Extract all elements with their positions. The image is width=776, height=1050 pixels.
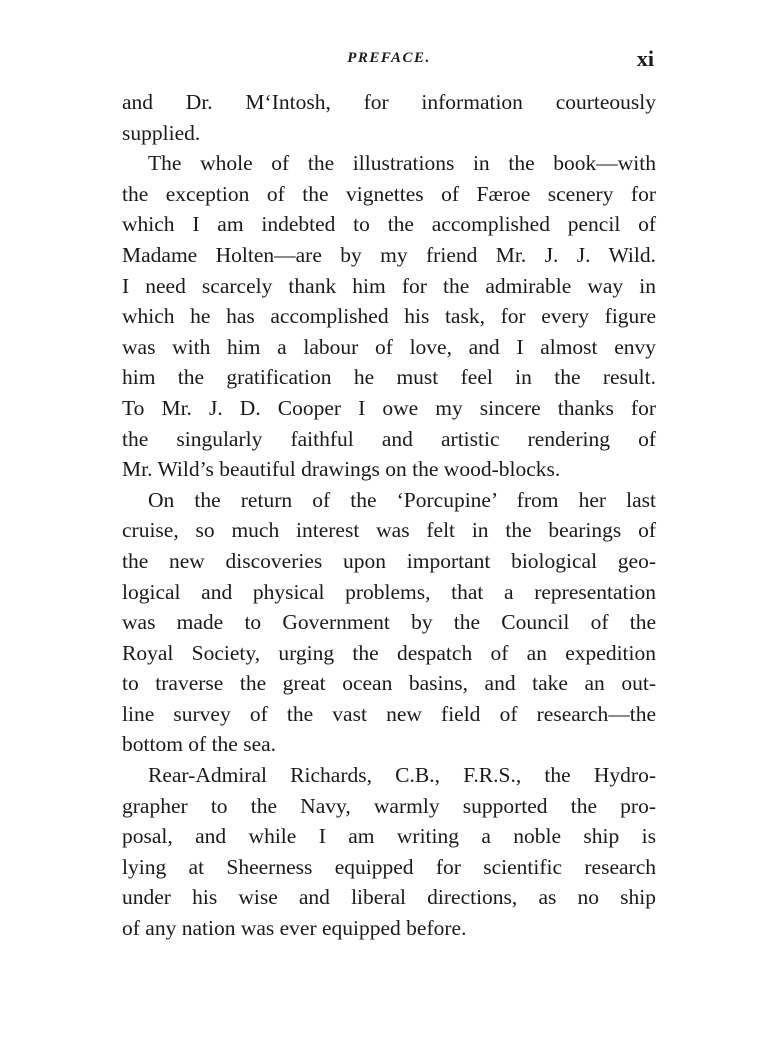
text-line: line survey of the vast new field of research—the	[122, 701, 656, 726]
text-line: logical and physical problems, that a representation	[122, 579, 656, 604]
running-head	[122, 48, 656, 74]
text-line: which he has accomplished his task, for every figure	[122, 304, 656, 329]
text-line: cruise, so much interest was felt in the bearings of	[122, 518, 656, 543]
running-title: PREFACE.	[347, 50, 431, 66]
text-line: the singularly faithful and artistic rendering of	[122, 426, 656, 451]
text-line: grapher to the Navy, warmly supported the pro-	[122, 793, 656, 818]
body-text	[122, 87, 656, 944]
text-line: Mr. Wild’s beautiful drawings on the wood-blocks.	[122, 457, 561, 482]
text-line: to traverse the great ocean basins, and take an out-	[122, 671, 656, 696]
text-line: him the gratification he must feel in the result.	[122, 365, 656, 390]
text-line: posal, and while I am writing a noble ship is	[122, 824, 656, 849]
text-line: The whole of the illustrations in the book—with	[148, 151, 656, 176]
text-line: I need scarcely thank him for the admirable way in	[122, 273, 656, 298]
text-line: was made to Government by the Council of the	[122, 610, 656, 635]
text-line: Madame Holten—are by my friend Mr. J. J. Wild.	[122, 242, 656, 267]
page-number: xi	[636, 46, 654, 71]
text-line: the exception of the vignettes of Færoe scenery for	[122, 181, 656, 206]
text-line: On the return of the ‘Porcupine’ from her last	[148, 487, 656, 512]
text-line: To Mr. J. D. Cooper I owe my sincere thanks for	[122, 395, 656, 420]
text-line: bottom of the sea.	[122, 732, 277, 757]
text-line: of any nation was ever equipped before.	[122, 916, 467, 941]
text-line: Royal Society, urging the despatch of an expedition	[122, 640, 656, 665]
text-line: Rear-Admiral Richards, C.B., F.R.S., the Hydro-	[148, 763, 656, 788]
text-line: was with him a labour of love, and I almost envy	[122, 334, 656, 359]
text-line: lying at Sheerness equipped for scientific research	[122, 854, 656, 879]
text-line: supplied.	[122, 120, 201, 145]
text-line: the new discoveries upon important biological geo-	[122, 548, 656, 573]
text-line: and Dr. M‘Intosh, for information courteously	[122, 90, 656, 114]
text-line: which I am indebted to the accomplished pencil of	[122, 212, 656, 237]
text-line: under his wise and liberal directions, as no ship	[122, 885, 656, 910]
